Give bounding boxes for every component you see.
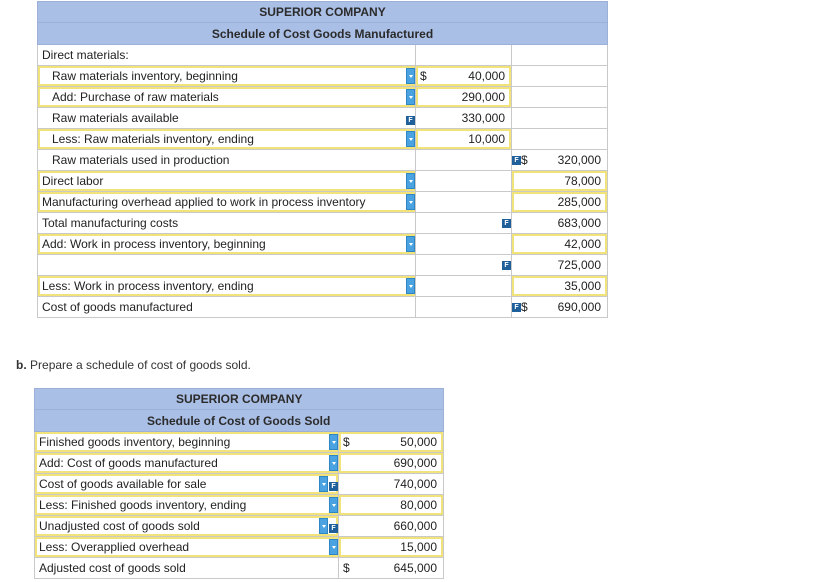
table-row: [38, 276, 608, 297]
chevron-down-icon[interactable]: [406, 173, 415, 189]
amount-value: 290,000: [461, 90, 505, 104]
table-row: [35, 453, 444, 474]
amount-value: 690,000: [393, 456, 437, 470]
dollar-sign: $: [343, 435, 350, 449]
instruction-text: Prepare a schedule of cost of goods sold.: [30, 358, 251, 372]
section-b-instruction: [16, 358, 251, 372]
table-row: [35, 516, 444, 537]
table-row: [38, 297, 608, 318]
row-label: Raw materials inventory, beginning: [52, 69, 238, 83]
schedule-cost-goods-sold: [34, 388, 444, 579]
account-select[interactable]: [38, 192, 416, 213]
row-label-cell: [38, 297, 416, 318]
amount-value: 40,000: [468, 69, 505, 83]
formula-icon[interactable]: F: [502, 261, 511, 270]
amount-input[interactable]: [416, 129, 512, 150]
table-row: [38, 171, 608, 192]
table-row: [38, 129, 608, 150]
table-row: [35, 495, 444, 516]
row-label: Manufacturing overhead applied to work in process inventory: [42, 195, 366, 209]
amount-value: 320,000: [557, 153, 602, 167]
account-select[interactable]: [38, 234, 416, 255]
account-select[interactable]: [38, 171, 416, 192]
amount-value: 645,000: [393, 561, 437, 575]
account-select[interactable]: [35, 453, 339, 474]
schedule-title: Schedule of Cost Goods Manufactured: [38, 23, 608, 45]
formula-icon[interactable]: F: [329, 482, 338, 491]
table-row: [38, 192, 608, 213]
row-label: Add: Purchase of raw materials: [52, 90, 219, 104]
schedule-cost-goods-manufactured: [37, 1, 608, 318]
row-label: Less: Finished goods inventory, ending: [39, 498, 247, 512]
amount-cell: [339, 474, 444, 495]
schedule-title: Schedule of Cost of Goods Sold: [35, 410, 444, 432]
amount-cell: [512, 255, 608, 276]
amount-cell: [512, 150, 608, 171]
table-row: [38, 66, 608, 87]
chevron-down-icon[interactable]: [329, 539, 338, 555]
table-row: [38, 150, 608, 171]
account-select[interactable]: [35, 516, 339, 537]
table-row: [38, 45, 608, 66]
account-select[interactable]: [38, 129, 416, 150]
row-label: Adjusted cost of goods sold: [39, 561, 186, 575]
chevron-down-icon[interactable]: [406, 89, 415, 105]
section-letter: b.: [16, 358, 27, 372]
row-label-cell: [35, 558, 339, 579]
chevron-down-icon[interactable]: [406, 68, 415, 84]
amount-cell: [512, 213, 608, 234]
amount-input[interactable]: [339, 495, 444, 516]
company-name: SUPERIOR COMPANY: [35, 389, 444, 410]
formula-icon[interactable]: F: [512, 156, 521, 165]
row-label-cell: [38, 108, 416, 129]
table-row: [38, 255, 608, 276]
company-name: SUPERIOR COMPANY: [38, 2, 608, 23]
row-label: Less: Raw materials inventory, ending: [52, 132, 254, 146]
account-select[interactable]: [38, 276, 416, 297]
amount-value: 42,000: [564, 237, 602, 251]
row-label-cell: [38, 255, 416, 276]
table-row: [38, 213, 608, 234]
amount-input[interactable]: [339, 432, 444, 453]
dollar-sign: $: [420, 69, 427, 83]
amount-value: 683,000: [557, 216, 602, 230]
row-label: Total manufacturing costs: [42, 216, 179, 230]
row-label: Cost of goods manufactured: [42, 300, 193, 314]
chevron-down-icon[interactable]: [329, 497, 338, 513]
amount-value: 725,000: [557, 258, 602, 272]
amount-cell: [512, 297, 608, 318]
account-select[interactable]: [38, 87, 416, 108]
row-label: Raw materials used in production: [52, 153, 230, 167]
row-label: Direct labor: [42, 174, 104, 188]
formula-icon[interactable]: F: [406, 116, 415, 125]
table-row: [38, 234, 608, 255]
amount-value: 35,000: [564, 279, 602, 293]
account-select[interactable]: [35, 495, 339, 516]
table-row: [38, 87, 608, 108]
table-row: [35, 432, 444, 453]
row-label: Finished goods inventory, beginning: [39, 435, 231, 449]
account-select[interactable]: [35, 432, 339, 453]
amount-input[interactable]: [512, 171, 608, 192]
chevron-down-icon[interactable]: [329, 455, 338, 471]
amount-value: 10,000: [468, 132, 505, 146]
amount-input[interactable]: [512, 192, 608, 213]
row-label-cell: [38, 213, 416, 234]
table-row: [35, 558, 444, 579]
amount-value: 50,000: [400, 435, 437, 449]
amount-value: 78,000: [564, 174, 602, 188]
row-label: Unadjusted cost of goods sold: [39, 519, 200, 533]
chevron-down-icon[interactable]: [406, 278, 415, 294]
amount-cell: [339, 558, 444, 579]
amount-input[interactable]: [339, 537, 444, 558]
amount-input[interactable]: [512, 234, 608, 255]
amount-input[interactable]: [416, 87, 512, 108]
amount-value: 330,000: [461, 111, 505, 125]
amount-input[interactable]: [416, 66, 512, 87]
row-label: Add: Work in process inventory, beginning: [42, 237, 266, 251]
dollar-sign: $: [343, 561, 350, 575]
amount-cell: [339, 516, 444, 537]
amount-value: 690,000: [557, 300, 602, 314]
chevron-down-icon[interactable]: [406, 194, 415, 210]
table-row: [38, 108, 608, 129]
formula-icon[interactable]: F: [512, 303, 521, 312]
row-label-cell: [38, 150, 416, 171]
amount-value: 285,000: [557, 195, 602, 209]
account-select[interactable]: [38, 66, 416, 87]
dollar-sign: $: [521, 153, 528, 167]
account-select[interactable]: [35, 537, 339, 558]
amount-input[interactable]: [512, 276, 608, 297]
amount-value: 660,000: [393, 519, 437, 533]
formula-icon[interactable]: F: [329, 524, 338, 533]
amount-cell: [416, 108, 512, 129]
row-label: Less: Work in process inventory, ending: [42, 279, 254, 293]
amount-value: 740,000: [393, 477, 437, 491]
chevron-down-icon[interactable]: [406, 131, 415, 147]
table-row: [35, 537, 444, 558]
row-label: Raw materials available: [52, 111, 179, 125]
amount-value: 15,000: [400, 540, 437, 554]
table-row: [35, 474, 444, 495]
row-label: Cost of goods available for sale: [39, 477, 207, 491]
chevron-down-icon[interactable]: [406, 236, 415, 252]
amount-value: 80,000: [400, 498, 437, 512]
account-select[interactable]: [35, 474, 339, 495]
dollar-sign: $: [521, 300, 528, 314]
formula-icon[interactable]: F: [502, 219, 511, 228]
row-label: Less: Overapplied overhead: [39, 540, 190, 554]
amount-input[interactable]: [339, 453, 444, 474]
chevron-down-icon[interactable]: [329, 434, 338, 450]
row-label: Direct materials:: [38, 45, 416, 66]
row-label: Add: Cost of goods manufactured: [39, 456, 218, 470]
